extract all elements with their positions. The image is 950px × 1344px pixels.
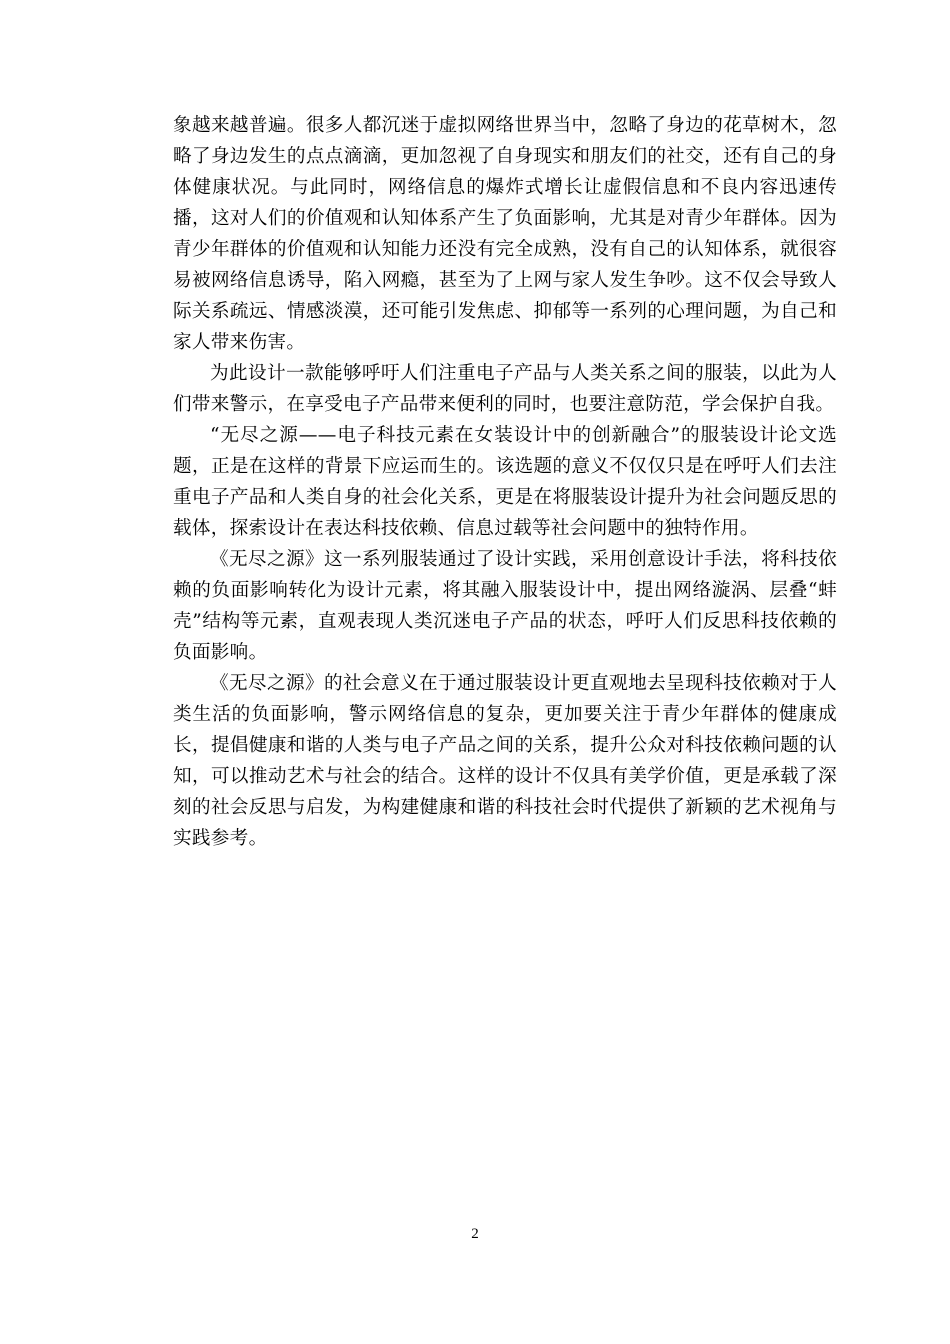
page-number: 2 bbox=[471, 1226, 479, 1242]
paragraph-5: 《无尽之源》的社会意义在于通过服装设计更直观地去呈现科技依赖对于人类生活的负面影响，警示网络信息的复杂，更加要关注于青少年群体的健康成长，提倡健康和谐的人类与电子产品之间的关系，提升公众对科技依赖问题的认知，可以推动艺术与社会的结合。这样的设计不仅具有美学价值，更是承载了深刻的社会反思与启发，为构建健康和谐的科技社会时代提供了新颖的艺术视角与实践参考。 bbox=[173, 673, 837, 849]
paragraph-1: 象越来越普遍。很多人都沉迷于虚拟网络世界当中，忽略了身边的花草树木，忽略了身边发生的点点滴滴，更加忽视了自身现实和朋友们的社交，还有自己的身体健康状况。与此同时，网络信息的爆炸式增长让虚假信息和不良内容迅速传播，这对人们的价值观和认知体系产生了负面影响，尤其是对青少年群体。因为青少年群体的价值观和认知能力还没有完全成熟，没有自己的认知体系，就很容易被网络信息诱导，陷入网瘾，甚至为了上网与家人发生争吵。这不仅会导致人际关系疏远、情感淡漠，还可能引发焦虑、抑郁等一系列的心理问题，为自己和家人带来伤害。 bbox=[173, 115, 837, 353]
paragraph-2: 为此设计一款能够呼吁人们注重电子产品与人类关系之间的服装，以此为人们带来警示，在享受电子产品带来便利的同时，也要注意防范，学会保护自我。 bbox=[173, 363, 837, 415]
paragraph-3: “无尽之源——电子科技元素在女装设计中的创新融合”的服装设计论文选题，正是在这样的背景下应运而生的。该选题的意义不仅仅只是在呼吁人们去注重电子产品和人类自身的社会化关系，更是在将服装设计提升为社会问题反思的载体，探索设计在表达科技依赖、信息过载等社会问题中的独特作用。 bbox=[173, 425, 837, 539]
document-body bbox=[173, 110, 837, 854]
paragraph-4: 《无尽之源》这一系列服装通过了设计实践，采用创意设计手法，将科技依赖的负面影响转化为设计元素，将其融入服装设计中，提出网络漩涡、层叠“蚌壳”结构等元素，直观表现人类沉迷电子产品的状态，呼吁人们反思科技依赖的负面影响。 bbox=[173, 549, 837, 663]
